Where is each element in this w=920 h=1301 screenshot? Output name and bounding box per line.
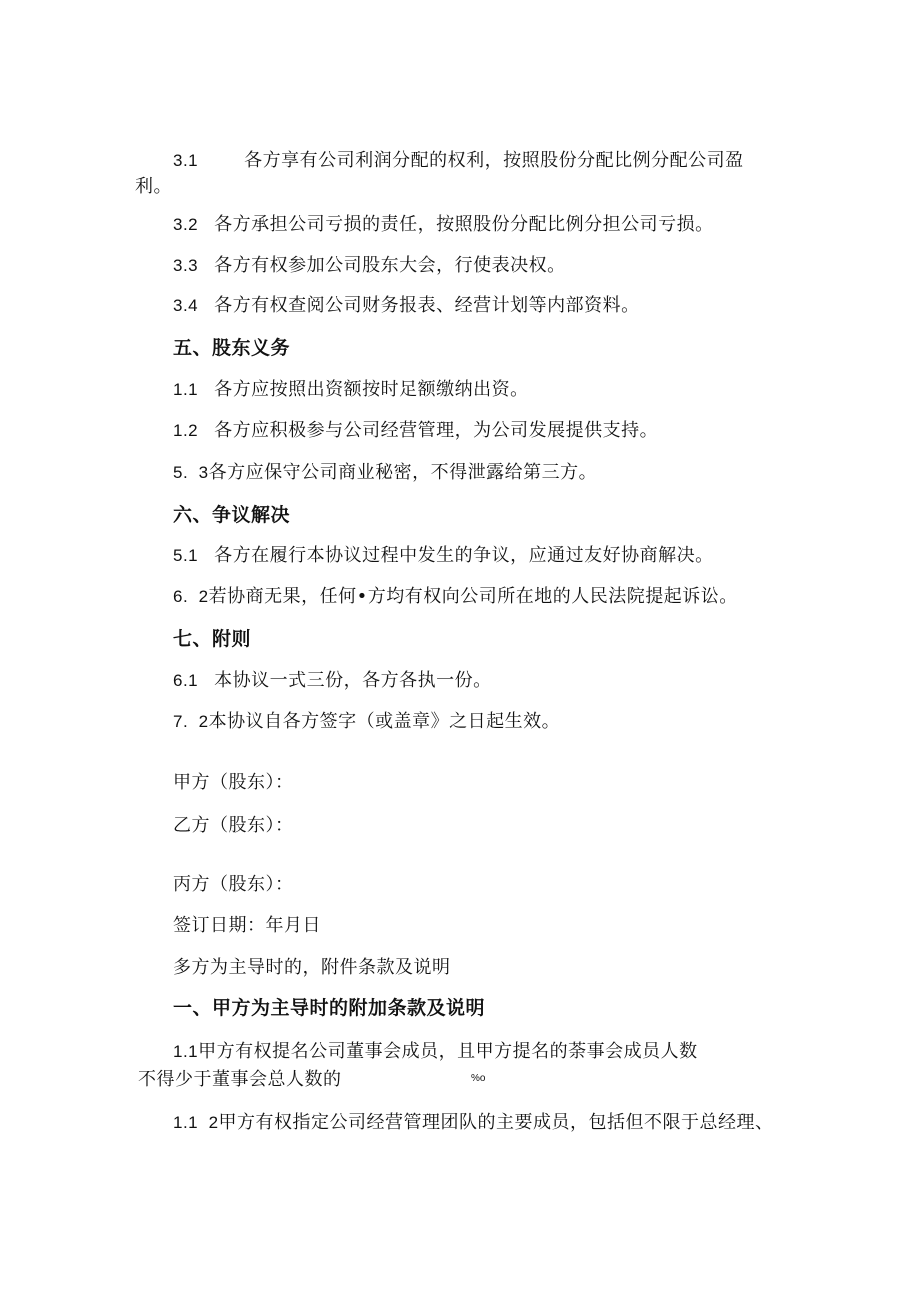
clause-3-1-continued: 利。 xyxy=(135,176,172,197)
clause-number: 3.1 xyxy=(173,151,199,170)
signature-party-b: 乙方（股东）： xyxy=(173,815,294,836)
clause-number: 1.1 xyxy=(173,380,199,399)
clause-text: 各方有权参加公司股东大会，行使表决权。 xyxy=(214,255,566,276)
clause-text: 各方应积极参与公司经营管理，为公司发展提供支持。 xyxy=(214,420,659,441)
clause-text: 甲方有权提名公司董事会成员，且甲方提名的荼事会成员人数 xyxy=(198,1041,698,1062)
clause-7-2 xyxy=(173,709,560,735)
clause-text: 若协商无果，任何•方均有权向公司所在地的人民法院提起诉讼。 xyxy=(208,586,738,607)
clause-6-1 xyxy=(173,543,714,569)
clause-text: 各方在履行本协议过程中发生的争议，应通过友好协商解决。 xyxy=(214,545,714,566)
clause-7-1 xyxy=(173,668,492,694)
clause-number: 6.1 xyxy=(173,671,199,690)
clause-5-2 xyxy=(173,418,658,444)
clause-6-2 xyxy=(173,584,738,610)
clause-text: 各方享有公司利润分配的权利，按照股份分配比例分配公司盈 xyxy=(244,150,744,171)
clause-text: 各方应保守公司商业秘密，不得泄露给第三方。 xyxy=(208,462,598,483)
clause-text: 本协议自各方签字（或盖章》之日起生效。 xyxy=(208,711,561,732)
section-heading-6: 六、争议解决 xyxy=(173,504,291,526)
clause-5-3 xyxy=(173,460,597,486)
clause-number: 1.2 xyxy=(173,421,199,440)
clause-3-4 xyxy=(173,293,640,319)
clause-text: 各方应按照出资额按时足额缴纳出资。 xyxy=(214,379,529,400)
appendix-clause-1-2 xyxy=(173,1110,774,1136)
clause-3-3 xyxy=(173,253,566,279)
clause-3-1 xyxy=(173,148,744,174)
clause-3-2 xyxy=(173,212,714,238)
clause-text: 本协议一式三份，各方各执一份。 xyxy=(214,670,492,691)
clause-number: 1.1 xyxy=(173,1042,199,1061)
clause-text: 各方有权查阅公司财务报表、经营计划等内部资料。 xyxy=(214,295,640,316)
clause-number: 6. 2 xyxy=(173,587,209,606)
appendix-title: 多方为主导时的，附件条款及说明 xyxy=(173,957,451,978)
appendix-clause-1-1-continued: 不得少于董事会总人数的 xyxy=(138,1069,342,1090)
clause-number: 7. 2 xyxy=(173,712,209,731)
signature-party-c: 丙方（股东）： xyxy=(173,874,294,895)
clause-number: 3.2 xyxy=(173,215,199,234)
percent-mark: %o xyxy=(471,1073,486,1084)
clause-number: 1.1 2 xyxy=(173,1113,219,1132)
appendix-clause-1-1 xyxy=(173,1039,698,1065)
clause-number: 3.3 xyxy=(173,256,199,275)
clause-number: 5. 3 xyxy=(173,463,209,482)
section-heading-5: 五、股东义务 xyxy=(173,337,291,359)
clause-number: 3.4 xyxy=(173,296,199,315)
sign-date: 签订日期：年月日 xyxy=(173,915,321,936)
clause-number: 5.1 xyxy=(173,546,199,565)
clause-text: 甲方有权指定公司经营管理团队的主要成员，包括但不限于总经理、 xyxy=(218,1112,774,1133)
clause-text: 各方承担公司亏损的责任，按照股份分配比例分担公司亏损。 xyxy=(214,214,714,235)
appendix-heading-1: 一、甲方为主导时的附加条款及说明 xyxy=(173,997,486,1019)
clause-5-1 xyxy=(173,377,529,403)
signature-party-a: 甲方（股东）： xyxy=(173,772,294,793)
section-heading-7: 七、附则 xyxy=(173,628,252,650)
